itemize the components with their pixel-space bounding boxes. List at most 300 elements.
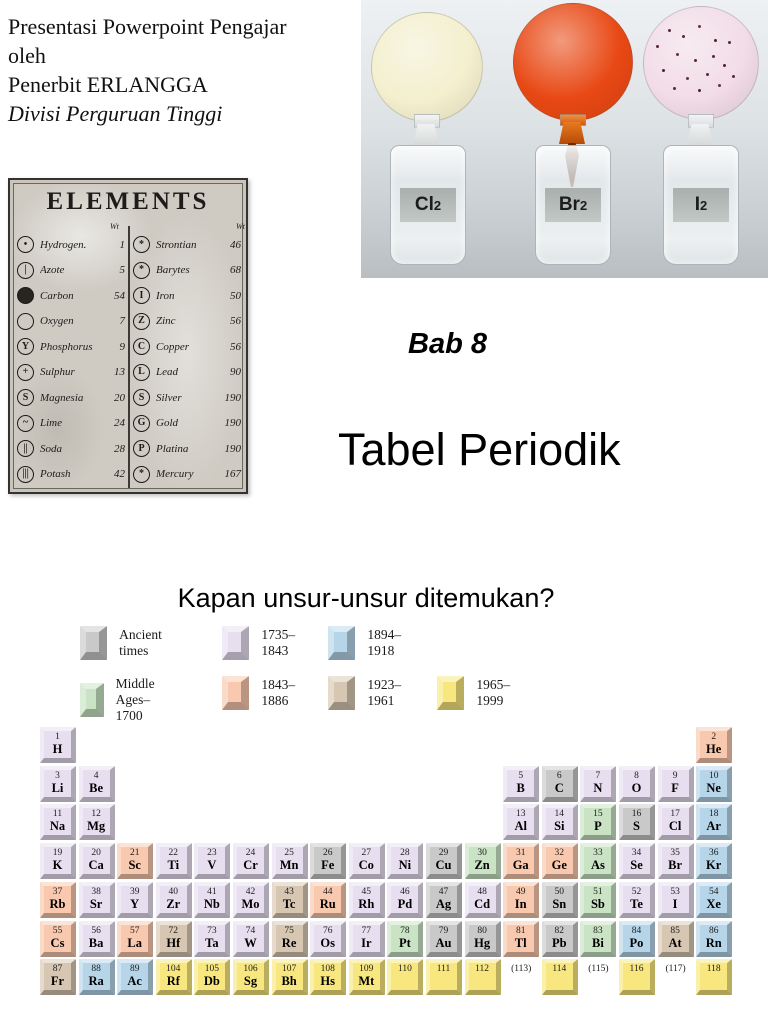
element-Ra <box>79 959 115 995</box>
bottle-label-br2: Br 2 <box>545 188 601 222</box>
circle-I-icon: I <box>133 287 150 304</box>
element-symbol: Db <box>203 974 220 989</box>
poster-row <box>15 360 127 386</box>
poster-element-weight: 46 <box>230 238 241 251</box>
element-Mg <box>79 804 115 840</box>
element-symbol: Re <box>281 935 297 950</box>
element-111 <box>426 959 462 995</box>
element-Cr <box>233 843 269 879</box>
element-number: 34 <box>631 848 642 859</box>
element-number: 35 <box>670 848 680 859</box>
element-number: 23 <box>207 848 217 859</box>
element-O <box>619 766 655 802</box>
poster-row <box>15 334 127 360</box>
element-symbol: P <box>594 819 602 834</box>
element-number: 89 <box>129 964 140 975</box>
element-Fr <box>40 959 76 995</box>
element-symbol: Ag <box>435 896 452 911</box>
element-symbol: In <box>514 896 527 911</box>
element-N <box>580 766 616 802</box>
element-number: 104 <box>166 964 181 975</box>
bottle-label-i2: I 2 <box>673 188 729 222</box>
element-symbol: C <box>554 780 564 795</box>
element-symbol: Ba <box>88 935 104 950</box>
element-symbol: Rf <box>166 974 180 989</box>
element-Cd <box>465 882 501 918</box>
circle-scurve-icon: S <box>17 389 34 406</box>
element-S <box>619 804 655 840</box>
element-number: 46 <box>400 886 410 897</box>
credit-block <box>8 12 360 128</box>
poster-row <box>15 309 127 335</box>
element-number: 13 <box>515 809 526 820</box>
poster-element-weight: 13 <box>114 366 125 379</box>
element-(113) <box>503 959 539 995</box>
poster-element-name: Phosphorus <box>40 340 93 353</box>
poster-divider <box>128 226 130 488</box>
element-symbol: Cl <box>668 819 682 834</box>
element-Rh <box>349 882 385 918</box>
element-number: 77 <box>361 925 372 936</box>
element-symbol: Ra <box>88 974 104 989</box>
iodine-specks <box>668 29 671 32</box>
element-number: 41 <box>207 886 217 897</box>
iodine-gas-ball <box>643 6 759 120</box>
element-number: 114 <box>552 964 567 975</box>
circle-L-icon: L <box>133 364 150 381</box>
element-Fe <box>310 843 346 879</box>
poster-row <box>131 436 243 462</box>
element-(117) <box>658 959 694 995</box>
poster-element-weight: 90 <box>230 366 241 379</box>
poster-row <box>15 436 127 462</box>
credit-line-3: Penerbit ERLANGGA <box>8 72 208 97</box>
element-number: 33 <box>593 848 603 859</box>
element-symbol: Rh <box>358 896 375 911</box>
circle-wave-icon: ~ <box>17 415 34 432</box>
legend-swatch-middle <box>80 683 104 717</box>
element-Cs <box>40 921 76 957</box>
poster-element-name: Hydrogen. <box>40 238 87 251</box>
circle-C-icon: C <box>133 338 150 355</box>
element-number: 14 <box>554 809 565 820</box>
poster-element-weight: 50 <box>230 289 241 302</box>
element-symbol: At <box>668 935 682 950</box>
element-number: 39 <box>129 886 140 897</box>
element-Hs <box>310 959 346 995</box>
element-number: 47 <box>438 886 449 897</box>
element-number: 19 <box>52 848 63 859</box>
element-number: 17 <box>670 809 680 820</box>
legend-item-middle <box>80 676 165 724</box>
element-symbol: Tc <box>282 896 296 911</box>
element-C <box>542 766 578 802</box>
element-symbol: Mo <box>241 896 260 911</box>
poster-element-name: Platina <box>156 442 189 455</box>
element-symbol: Cr <box>243 858 258 873</box>
poster-element-name: Zinc <box>156 315 176 328</box>
circle-dot-icon: • <box>17 236 34 253</box>
element-Hf <box>156 921 192 957</box>
element-Ca <box>79 843 115 879</box>
element-Ag <box>426 882 462 918</box>
poster-element-name: Carbon <box>40 289 74 302</box>
circle-P-icon: P <box>133 440 150 457</box>
legend-swatch-e1965 <box>437 676 464 710</box>
element-number: 1 <box>55 732 60 742</box>
element-number: 83 <box>593 925 603 936</box>
poster-element-weight: 56 <box>230 315 241 328</box>
element-symbol: La <box>127 935 142 950</box>
element-number: 86 <box>708 925 719 936</box>
element-number: 31 <box>515 848 526 859</box>
element-Zn <box>465 843 501 879</box>
element-Y <box>117 882 153 918</box>
legend-swatch-ancient <box>80 626 107 660</box>
element-symbol: Rb <box>49 896 66 911</box>
legend-label: 1843–1886 <box>261 677 296 708</box>
bottle-label-cl2: Cl 2 <box>400 188 456 222</box>
element-Se <box>619 843 655 879</box>
element-number: 48 <box>477 886 487 897</box>
element-B <box>503 766 539 802</box>
legend-label: 1923–1961 <box>367 677 402 708</box>
poster-element-name: Azote <box>40 264 65 277</box>
element-symbol: Li <box>51 780 64 795</box>
poster-row <box>131 334 243 360</box>
poster-element-weight: 56 <box>230 340 241 353</box>
element-number: 76 <box>322 925 333 936</box>
element-number: 4 <box>93 770 99 781</box>
element-Po <box>619 921 655 957</box>
element-116 <box>619 959 655 995</box>
element-number: 12 <box>91 809 101 820</box>
element-Xe <box>696 882 732 918</box>
element-Ba <box>79 921 115 957</box>
element-Ru <box>310 882 346 918</box>
element-number: 105 <box>204 964 220 975</box>
element-number: 80 <box>477 925 487 936</box>
element-La <box>117 921 153 957</box>
element-symbol: Be <box>89 780 104 795</box>
element-Bh <box>272 959 308 995</box>
poster-element-weight: 9 <box>119 340 125 353</box>
element-number: 55 <box>52 925 63 936</box>
periodic-table <box>40 727 740 1001</box>
element-number: 111 <box>436 964 451 975</box>
element-number: 116 <box>629 964 644 975</box>
poster-element-name: Lead <box>156 366 178 379</box>
element-Ir <box>349 921 385 957</box>
element-symbol: Nb <box>203 896 220 911</box>
legend-label: 1894–1918 <box>367 627 402 658</box>
circle-cross-icon: + <box>17 364 34 381</box>
element-number: (113) <box>511 964 532 975</box>
element-symbol: As <box>590 858 605 873</box>
element-Mn <box>272 843 308 879</box>
element-number: 15 <box>593 809 603 820</box>
element-Ga <box>503 843 539 879</box>
element-number: 7 <box>595 770 601 781</box>
element-In <box>503 882 539 918</box>
poster-element-weight: 5 <box>119 264 125 277</box>
element-symbol: O <box>631 780 642 795</box>
element-number: 82 <box>554 925 565 936</box>
element-number: 20 <box>91 848 101 859</box>
element-symbol: N <box>593 780 603 795</box>
legend-item-e1894 <box>328 626 408 660</box>
discovery-heading: Kapan unsur-unsur ditemukan? <box>177 583 555 613</box>
circle-3bars-icon: ||| <box>17 466 34 483</box>
element-number: 53 <box>670 886 680 897</box>
element-number: 112 <box>475 964 490 975</box>
element-number: 73 <box>207 925 217 936</box>
element-number: 74 <box>245 925 256 936</box>
poster-row <box>15 385 127 411</box>
element-symbol: Pt <box>398 935 411 950</box>
element-symbol: I <box>672 896 678 911</box>
element-symbol: Al <box>514 819 527 834</box>
element-F <box>658 766 694 802</box>
element-Br <box>658 843 694 879</box>
element-symbol: Sr <box>89 896 103 911</box>
element-Ar <box>696 804 732 840</box>
element-number: 28 <box>400 848 410 859</box>
circle-2bars-icon: || <box>17 440 34 457</box>
element-At <box>658 921 694 957</box>
legend-swatch-e1843 <box>222 676 249 710</box>
element-Tc <box>272 882 308 918</box>
halogen-flasks-photo <box>361 0 768 278</box>
legend-item-e1735 <box>222 626 302 660</box>
poster-element-name: Strontian <box>156 238 197 251</box>
element-Mo <box>233 882 269 918</box>
element-number: 57 <box>129 925 140 936</box>
element-symbol: V <box>207 858 217 873</box>
element-number: 24 <box>245 848 256 859</box>
element-number: 18 <box>708 809 719 820</box>
element-symbol: Br <box>668 858 683 873</box>
element-Ti <box>156 843 192 879</box>
element-number: 40 <box>168 886 179 897</box>
element-Pb <box>542 921 578 957</box>
element-number: 52 <box>631 886 642 897</box>
poster-element-weight: 167 <box>224 468 241 481</box>
poster-element-weight: 28 <box>114 442 125 455</box>
element-number: 21 <box>129 848 140 859</box>
element-symbol: Co <box>358 858 374 873</box>
bromine-gas-ball <box>513 3 633 121</box>
element-number: 8 <box>634 770 639 781</box>
element-number: 56 <box>91 925 101 936</box>
legend-item-e1923 <box>328 676 408 710</box>
element-number: 51 <box>593 886 603 897</box>
element-symbol: Ne <box>706 780 721 795</box>
poster-row <box>15 258 127 284</box>
element-Sr <box>79 882 115 918</box>
element-symbol: Cd <box>474 896 491 911</box>
element-symbol: Ga <box>512 858 529 873</box>
poster-element-weight: 24 <box>114 417 125 430</box>
poster-element-name: Copper <box>156 340 189 353</box>
element-symbol: He <box>706 742 722 756</box>
poster-element-weight: 20 <box>114 391 125 404</box>
poster-element-weight: 190 <box>224 391 241 404</box>
poster-row <box>15 232 127 258</box>
poster-element-weight: 54 <box>114 289 125 302</box>
element-Nb <box>194 882 230 918</box>
element-Hg <box>465 921 501 957</box>
element-symbol: Cu <box>435 858 452 873</box>
element-number: 108 <box>320 964 335 975</box>
element-number: 72 <box>168 925 179 936</box>
element-Sb <box>580 882 616 918</box>
poster-row <box>131 309 243 335</box>
element-number: 44 <box>322 886 333 897</box>
circle-filled-icon <box>17 287 34 304</box>
element-symbol: Ta <box>205 935 219 950</box>
poster-row <box>131 360 243 386</box>
element-symbol: Ge <box>551 858 567 873</box>
element-number: 84 <box>631 925 642 936</box>
legend-swatch-e1894 <box>328 626 355 660</box>
element-symbol: Ti <box>167 858 180 873</box>
element-symbol: Fr <box>50 974 65 989</box>
element-Sg <box>233 959 269 995</box>
circle-vbar-icon: | <box>17 262 34 279</box>
poster-title: ELEMENTS <box>46 188 210 215</box>
poster-row <box>131 258 243 284</box>
element-P <box>580 804 616 840</box>
element-number: 43 <box>284 886 294 897</box>
poster-row <box>15 283 127 309</box>
element-symbol: Hs <box>320 974 335 989</box>
element-Db <box>194 959 230 995</box>
element-number: 87 <box>52 964 63 975</box>
element-symbol: Te <box>630 896 643 911</box>
element-symbol: Y <box>130 896 140 911</box>
bromine-bottle <box>535 145 611 265</box>
element-number: 16 <box>631 809 642 820</box>
element-Cl <box>658 804 694 840</box>
poster-element-weight: 7 <box>119 315 125 328</box>
element-symbol: Ru <box>319 896 336 911</box>
element-symbol: Ca <box>88 858 104 873</box>
element-110 <box>387 959 423 995</box>
element-Ac <box>117 959 153 995</box>
element-Zr <box>156 882 192 918</box>
element-Te <box>619 882 655 918</box>
poster-row <box>131 411 243 437</box>
element-H <box>40 727 76 763</box>
poster-element-name: Potash <box>40 468 71 481</box>
element-W <box>233 921 269 957</box>
circle-G-gear-icon: G <box>133 415 150 432</box>
element-number: 11 <box>52 809 63 820</box>
poster-row <box>15 462 127 488</box>
element-number: 3 <box>55 770 60 781</box>
weight-header-left: Wt <box>110 222 119 231</box>
element-Si <box>542 804 578 840</box>
element-Li <box>40 766 76 802</box>
element-Kr <box>696 843 732 879</box>
element-Cu <box>426 843 462 879</box>
element-symbol: W <box>244 935 257 950</box>
credit-line-2: oleh <box>8 43 46 68</box>
legend-item-e1843 <box>222 676 302 710</box>
element-symbol: Sc <box>128 858 141 873</box>
chlorine-gas-ball <box>371 12 483 122</box>
element-number: 45 <box>361 886 372 897</box>
element-symbol: Cs <box>50 935 65 950</box>
credit-line-1: Presentasi Powerpoint Pengajar <box>8 14 287 39</box>
element-symbol: Na <box>49 819 66 834</box>
element-symbol: Pd <box>397 896 413 911</box>
circle-gear-icon: * <box>133 262 150 279</box>
circle-empty-icon <box>17 313 34 330</box>
poster-element-name: Mercury <box>156 468 194 481</box>
element-Pd <box>387 882 423 918</box>
poster-column-left <box>15 232 127 487</box>
element-number: 30 <box>477 848 487 859</box>
legend-label: Ancient times <box>119 627 162 658</box>
chapter-label: Bab 8 <box>408 328 487 360</box>
element-Pt <box>387 921 423 957</box>
element-number: 29 <box>438 848 449 859</box>
element-112 <box>465 959 501 995</box>
element-symbol: Hf <box>166 935 181 950</box>
element-number: 85 <box>670 925 680 936</box>
element-number: 2 <box>711 732 717 742</box>
element-Au <box>426 921 462 957</box>
element-symbol: Ir <box>361 935 372 950</box>
chlorine-bottle <box>390 145 466 265</box>
credit-line-4: Divisi Perguruan Tinggi <box>8 101 223 126</box>
element-number: 106 <box>243 964 258 975</box>
element-symbol: Sn <box>552 896 567 911</box>
element-symbol: Si <box>554 819 565 834</box>
element-symbol: Bi <box>591 935 604 950</box>
element-symbol: Zn <box>474 858 490 873</box>
element-symbol: Xe <box>706 896 721 911</box>
element-Ta <box>194 921 230 957</box>
poster-element-name: Soda <box>40 442 62 455</box>
poster-element-weight: 190 <box>224 417 241 430</box>
poster-element-weight: 190 <box>224 442 241 455</box>
poster-element-name: Sulphur <box>40 366 75 379</box>
element-symbol: Se <box>630 858 643 873</box>
poster-row <box>131 462 243 488</box>
slide-title: Tabel Periodik <box>338 424 621 475</box>
element-Ni <box>387 843 423 879</box>
element-symbol: K <box>52 858 63 873</box>
element-symbol: Sg <box>243 974 258 989</box>
element-number: 37 <box>52 886 63 897</box>
poster-element-name: Lime <box>40 417 62 430</box>
element-number: 88 <box>91 964 101 975</box>
element-symbol: Mn <box>279 858 299 873</box>
poster-element-name: Silver <box>156 391 182 404</box>
element-symbol: Ar <box>706 819 721 834</box>
poster-column-right <box>131 232 243 487</box>
dalton-elements-poster <box>8 178 248 494</box>
poster-row <box>15 411 127 437</box>
element-symbol: Ac <box>127 974 142 989</box>
element-symbol: F <box>671 780 679 795</box>
poster-element-name: Barytes <box>156 264 190 277</box>
element-number: 50 <box>554 886 565 897</box>
element-114 <box>542 959 578 995</box>
